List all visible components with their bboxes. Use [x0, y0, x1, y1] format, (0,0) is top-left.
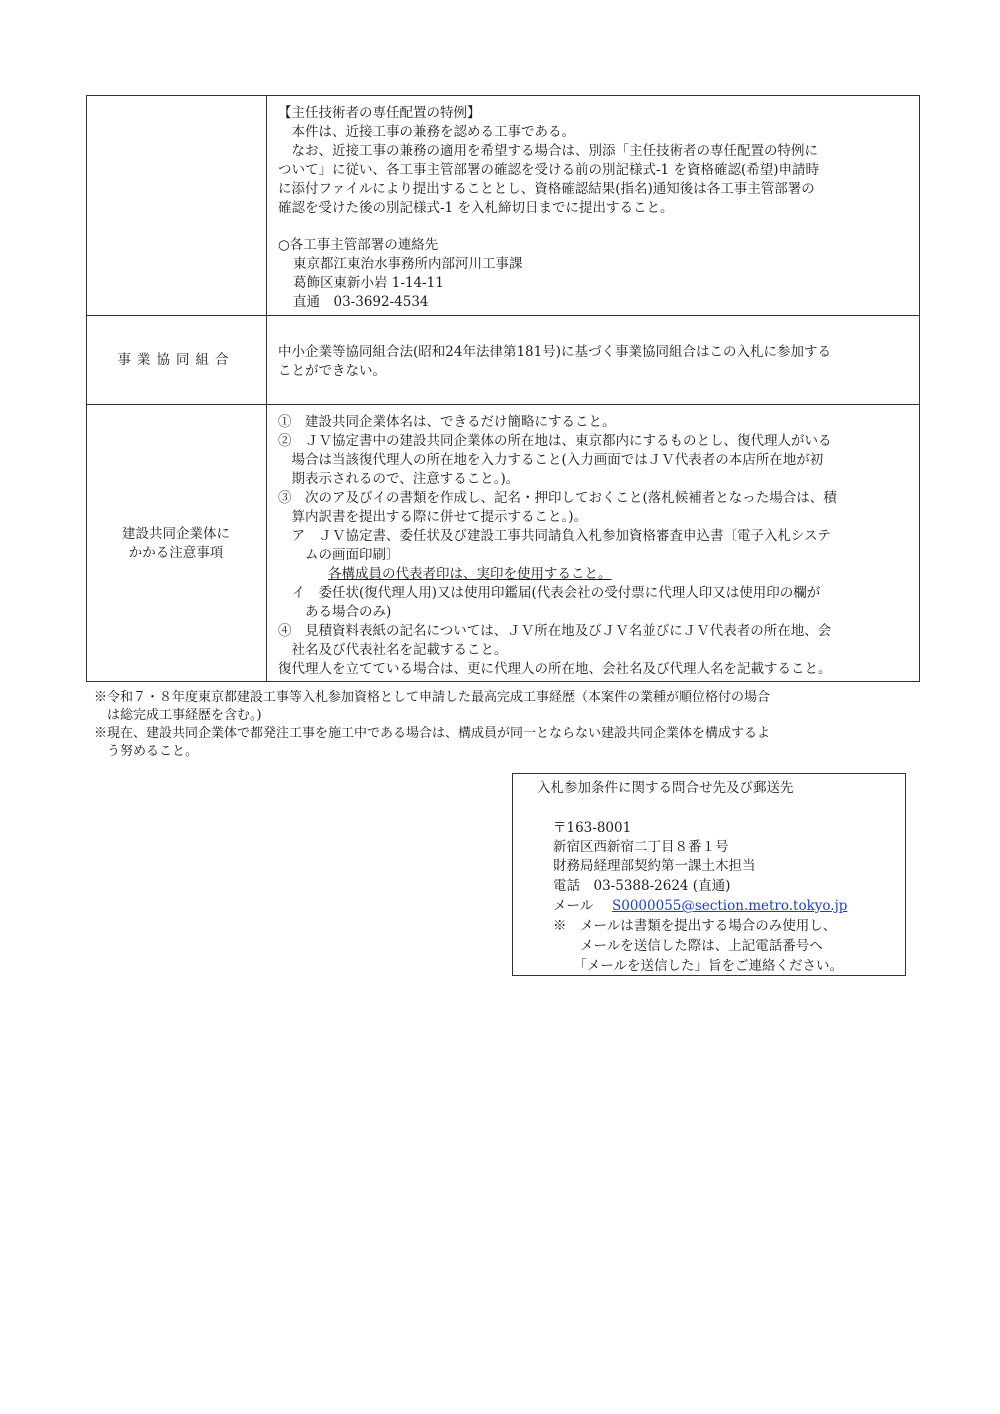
contact-box-note: ※ メールは書類を提出する場合のみ使用し、 — [553, 918, 837, 934]
contact-box-phone: 電話 03-5388-2624 (直通) — [553, 878, 731, 894]
jv-note-line: 期表示されるので、注意すること。)。 — [278, 471, 520, 487]
contact-phone: 直通 03-3692-4534 — [293, 294, 429, 310]
jv-note-line: ① 建設共同企業体名は、できるだけ簡略にすること。 — [278, 414, 616, 430]
jv-note-line: 社名及び代表社名を記載すること。 — [278, 642, 508, 658]
jv-notes-label: 建設共同企業体に — [122, 526, 230, 542]
special-case-line: なお、近接工事の兼務の適用を希望する場合は、別添「主任技術者の専任配置の特例に — [278, 143, 818, 159]
jv-note-line: 復代理人を立てている場合は、更に代理人の所在地、会社名及び代理人名を記載すること。 — [278, 661, 832, 677]
seal-requirement-underlined: 各構成員の代表者印は、実印を使用すること。 — [328, 566, 612, 582]
contact-heading: ○各工事主管部署の連絡先 — [278, 237, 439, 253]
contact-box-postal: 〒163-8001 — [553, 820, 632, 836]
jv-note-line: 算内訳書を提出する際に併せて提示すること。)。 — [278, 509, 588, 525]
special-case-line: 確認を受けた後の別記様式-1 を入札締切日までに提出すること。 — [278, 200, 674, 216]
footnote-line: ※令和７・８年度東京都建設工事等入札参加資格として申請した最高完成工事経歴（本案件の業種が順位格付の場合 — [94, 690, 771, 705]
footnote-line: は総完成工事経歴を含む。) — [94, 708, 262, 723]
footnote-line: ※現在、建設共同企業体で都発注工事を施工中である場合は、構成員が同一とならない建設共同企業体を構成するよ — [94, 726, 771, 741]
special-case-line: 本件は、近接工事の兼務を認める工事である。 — [278, 124, 575, 140]
special-case-line: ついて」に従い、各工事主管部署の確認を受ける前の別記様式-1 を資格確認(希望)申請時 — [278, 162, 819, 178]
contact-box-address: 新宿区西新宿二丁目８番１号 — [553, 839, 729, 855]
contact-box-note: 「メールを送信した」旨をご連絡ください。 — [553, 958, 843, 974]
jv-notes-label: かかる注意事項 — [128, 545, 224, 561]
jv-note-line: ② ＪＶ協定書中の建設共同企業体の所在地は、東京都内にするものとし、復代理人がいる — [278, 433, 832, 449]
jv-note-line: 場合は当該復代理人の所在地を入力すること(入力画面ではＪＶ代表者の本店所在地が初 — [278, 452, 824, 468]
contact-box-title: 入札参加条件に関する問合せ先及び郵送先 — [537, 780, 794, 796]
contact-box-email-link[interactable]: S0000055@section.metro.tokyo.jp — [612, 898, 848, 914]
table-column-divider — [266, 95, 267, 682]
contact-box-department: 財務局経理部契約第一課土木担当 — [553, 858, 756, 874]
jv-note-line: ムの画面印刷〕 — [278, 547, 400, 563]
jv-note-line: ③ 次のア及びイの書類を作成し、記名・押印しておくこと(落札候補者となった場合は、積 — [278, 490, 837, 506]
special-case-title: 【主任技術者の専任配置の特例】 — [278, 105, 481, 121]
cooperative-line: ことができない。 — [278, 363, 386, 379]
jv-note-line: ある場合のみ) — [278, 604, 392, 620]
contact-box-note: メールを送信した際は、上記電話番号へ — [553, 938, 823, 954]
jv-note-line: ア ＪＶ協定書、委任状及び建設工事共同請負入札参加資格審査申込書〔電子入札システ — [278, 528, 831, 544]
contact-office: 東京都江東治水事務所内部河川工事課 — [293, 256, 523, 272]
footnote-line: う努めること。 — [94, 744, 199, 759]
table-row-divider-2 — [86, 404, 920, 405]
special-case-line: に添付ファイルにより提出することとし、資格確認結果(指名)通知後は各工事主管部署の — [278, 181, 815, 197]
table-row-divider-1 — [86, 315, 920, 316]
jv-note-line: ④ 見積資料表紙の記名については、ＪＶ所在地及びＪＶ名並びにＪＶ代表者の所在地、会 — [278, 623, 832, 639]
contact-box-mail-label: メール — [553, 898, 594, 914]
cooperative-label: 事業協同組合 — [117, 352, 235, 368]
contact-address: 葛飾区東新小岩 1-14-11 — [293, 275, 444, 291]
jv-note-line: イ 委任状(復代理人用)又は使用印鑑届(代表会社の受付票に代理人印又は使用印の欄が — [278, 585, 821, 601]
cooperative-line: 中小企業等協同組合法(昭和24年法律第181号)に基づく事業協同組合はこの入札に参加する — [278, 344, 831, 360]
